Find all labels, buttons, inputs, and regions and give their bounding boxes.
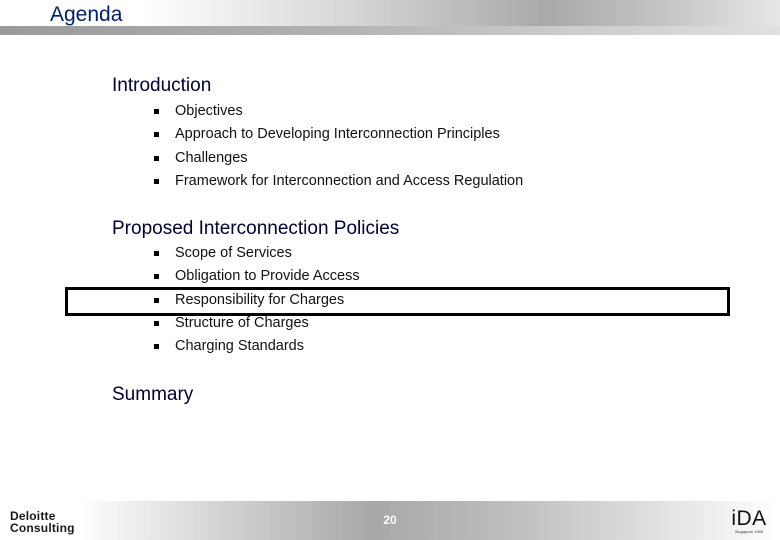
slide-title: Agenda [50, 3, 123, 26]
ida-logo [726, 508, 772, 534]
list-item-text: Approach to Developing Interconnection Principles [175, 126, 500, 143]
section-heading-proposed-policies: Proposed Interconnection Policies [112, 218, 400, 239]
logo-line-1: Deloitte [10, 509, 56, 523]
ida-logo-mark: iDA [731, 507, 767, 530]
bullet-square-icon [154, 251, 159, 256]
list-item-text: Objectives [175, 103, 243, 119]
bullet-square-icon [154, 274, 159, 279]
list-item-text: Charging Standards [175, 338, 304, 355]
bullet-square-icon [154, 132, 159, 137]
logo-line-2: Consulting [10, 521, 75, 535]
bullet-square-icon [154, 321, 159, 326]
list-item-text: Structure of Charges [175, 314, 309, 331]
bullet-square-icon [154, 109, 159, 114]
list-item-text: Scope of Services [175, 245, 292, 261]
current-item-highlight-box [65, 287, 730, 316]
list-item-text: Framework for Interconnection and Access Regulation [175, 172, 524, 189]
bullet-square-icon [154, 179, 159, 184]
list-item-text: Responsibility for Charges [175, 291, 345, 308]
ida-logo-subtext: Singapore 1999 [734, 529, 764, 534]
list-item-text: Challenges [175, 149, 248, 166]
deloitte-consulting-logo [10, 510, 75, 534]
bullet-square-icon [154, 344, 159, 349]
title-underline [0, 26, 780, 35]
page-number: 20 [383, 513, 397, 527]
section-heading-introduction: Introduction [112, 75, 212, 96]
section-heading-summary: Summary [112, 384, 194, 405]
list-item-text: Obligation to Provide Access [175, 268, 360, 285]
bullet-square-icon [154, 156, 159, 161]
